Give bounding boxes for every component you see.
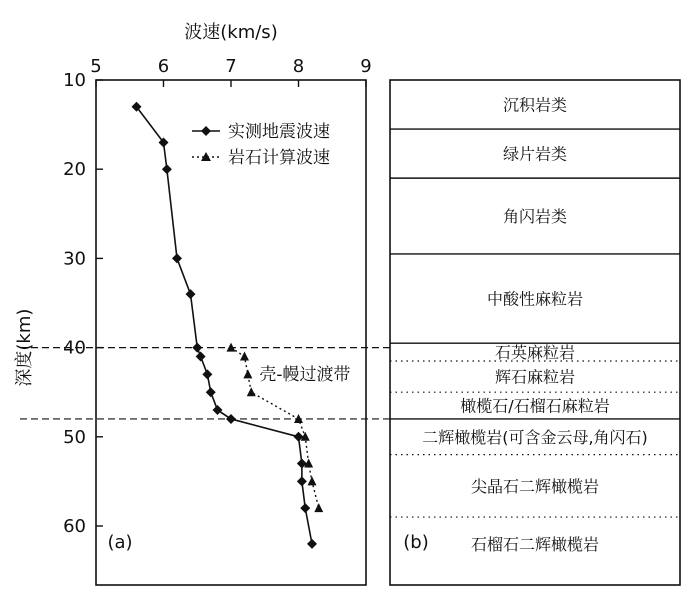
measured-data-point (300, 503, 310, 513)
measured-velocity-line (137, 107, 313, 544)
panel-b-lithology-column (390, 80, 680, 585)
measured-data-point (162, 164, 172, 174)
panel-a-label: (a) (107, 532, 133, 553)
panel-b-label: (b) (403, 532, 429, 553)
layer-label: 绿片岩类 (502, 144, 568, 164)
calculated-data-point (243, 369, 252, 378)
y-tick-label: 30 (63, 248, 86, 270)
x-tick-label: 6 (157, 56, 170, 77)
layer-group (390, 96, 680, 554)
layer-label: 石英麻粒岩 (494, 343, 576, 363)
calculated-data-point (308, 476, 317, 485)
legend-label-measured: 实测地震波速 (228, 122, 330, 142)
measured-data-point (186, 289, 196, 299)
x-tick-label: 8 (292, 56, 305, 77)
measured-data-point (202, 369, 212, 379)
x-axis-title: 波速(km/s) (184, 22, 278, 43)
y-axis-title: 深度(km) (14, 308, 35, 387)
measured-data-point (206, 387, 216, 397)
x-tick-label: 5 (90, 56, 102, 77)
x-tick-label: 7 (225, 56, 237, 77)
layer-label: 中酸性麻粒岩 (486, 289, 584, 309)
measured-data-point (297, 476, 307, 486)
series-group (132, 102, 324, 549)
measured-data-point (172, 253, 182, 263)
x-tick-label: 9 (360, 56, 372, 77)
layer-label: 橄榄石/石榴石麻粒岩 (460, 396, 610, 416)
layer-label: 角闪岩类 (502, 207, 568, 227)
y-tick-label: 50 (63, 426, 86, 448)
legend-diamond-icon (201, 126, 211, 136)
legend (192, 122, 330, 168)
measured-data-point (196, 352, 206, 362)
x-axis-ticks (90, 56, 371, 87)
layer-label: 二辉橄榄岩(可含金云母,角闪石) (422, 427, 648, 447)
layer-label: 沉积岩类 (502, 95, 568, 115)
y-tick-label: 20 (63, 159, 86, 181)
y-tick-label: 10 (63, 70, 86, 91)
transition-zone-annotation: 壳-幔过渡带 (259, 365, 351, 385)
layer-label: 辉石麻粒岩 (494, 367, 576, 387)
layer-label: 石榴石二辉橄榄岩 (470, 534, 600, 554)
measured-data-point (226, 414, 236, 424)
calculated-data-point (247, 387, 256, 396)
measured-data-point (192, 343, 202, 353)
calculated-data-point (314, 503, 323, 512)
measured-data-point (213, 405, 223, 415)
y-tick-label: 40 (63, 337, 86, 359)
measured-data-point (307, 539, 317, 549)
y-tick-label: 60 (63, 516, 86, 537)
y-axis-ticks (63, 70, 103, 537)
legend-label-calculated: 岩石计算波速 (228, 148, 330, 168)
panel-a-chart (14, 22, 390, 585)
layer-label: 尖晶石二辉橄榄岩 (470, 476, 600, 496)
calculated-data-point (240, 352, 249, 361)
